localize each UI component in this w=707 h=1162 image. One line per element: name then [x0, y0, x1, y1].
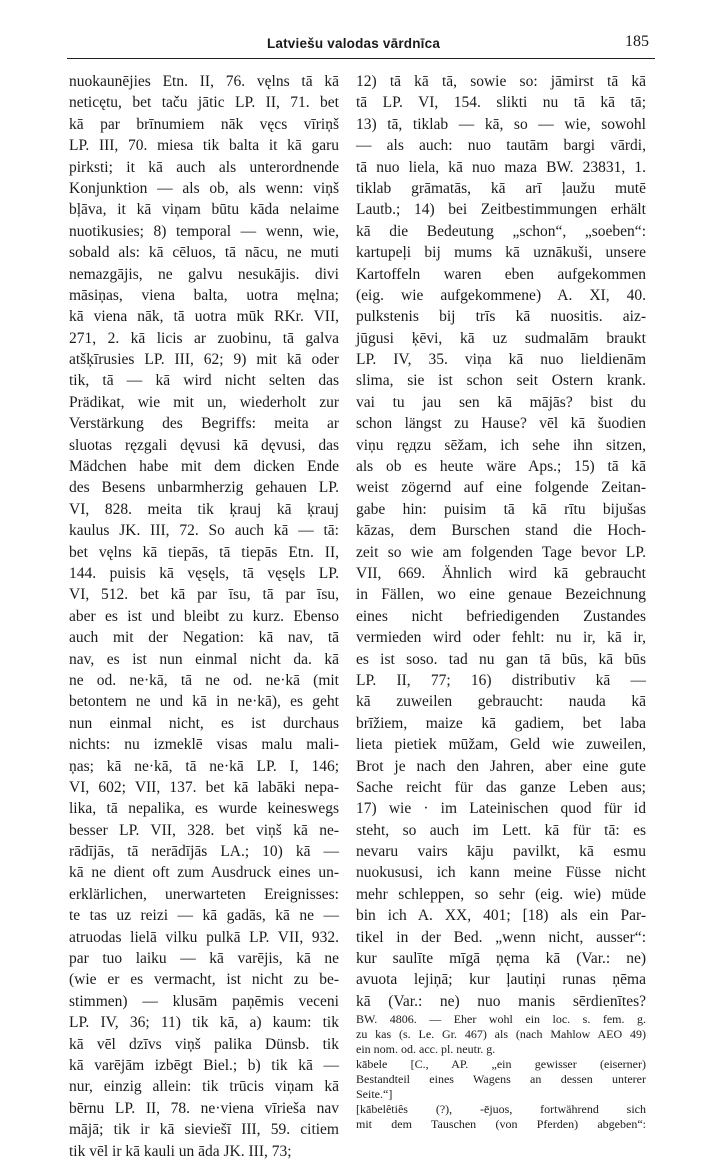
right-column-line: vai tu jau sen kā mājās? bist du	[356, 393, 646, 411]
right-column-line: als ob es heute wäre Aps.; 15) tā kā	[356, 458, 646, 476]
left-column-line: māsiņas, viena balta, uotra męlna;	[69, 286, 339, 304]
right-column-line: in Fällen, wo eine genaue Bezeichnung	[356, 586, 646, 604]
right-column-line: 13) tā, tiklab — kā, so — wie, sowohl	[356, 115, 646, 133]
left-column-line: te tas uz reizi — kā gadās, kā ne —	[69, 907, 339, 925]
right-column-line: schon längst zu Hause? vēl kā šuodien	[356, 415, 646, 433]
right-column-line: nuokususi, ich kann meine Füsse nicht	[356, 864, 646, 882]
left-column-line: (wie er es vermacht, ist nicht zu be-	[69, 971, 339, 989]
left-column-line: kā par brīnumiem nāk vęcs vīriņš	[69, 115, 339, 133]
right-column-line: brīžiem, maize kā gadiem, bet laba	[356, 714, 646, 732]
left-column-line: bērnu LP. II, 78. ne·viena vīrieša nav	[69, 1099, 339, 1117]
left-column-line: nemazgājis, ne galvu nesukājis. divi	[69, 265, 339, 283]
right-column-line: tā nuo liela, kā nuo maza BW. 23831, 1.	[356, 158, 646, 176]
right-column-line: jūgusi ķēvi, kā uz sudmalām braukt	[356, 329, 646, 347]
right-column-line: kur saulīte mīgā ņęma kā (Var.: ne)	[356, 950, 646, 968]
left-column-line: kā vēl dzīvs viņš palika Dünsb. tik	[69, 1035, 339, 1053]
right-column-line: zeit so wie am folgenden Tage bevor LP.	[356, 543, 646, 561]
left-column-line: VI, 512. bet kā par īsu, tā par īsu,	[69, 586, 339, 604]
left-column-line: auch mit der Negation: kā nav, tā	[69, 629, 339, 647]
left-column-line: VI, 602; VII, 137. bet kā labāki nepa-	[69, 778, 339, 796]
left-column-line: mājā; tik ir kā sieviešī III, 59. citiem	[69, 1121, 339, 1139]
right-column-line: (eig. wie aufgekommene) A. XI, 40.	[356, 286, 646, 304]
right-text-column	[356, 71, 646, 1132]
left-column-line: tik, tā — kā wird nicht selten das	[69, 372, 339, 390]
left-column-line: betontem ne und kā in ne·kā), es geht	[69, 693, 339, 711]
left-column-line: neticętu, bet taču jātic LP. II, 71. bet	[69, 94, 339, 112]
right-column-line: bin ich A. XX, 401; [18) als ein Par-	[356, 907, 646, 925]
right-column-line: es ist soso. tad nu gan tā būs, kā būs	[356, 650, 646, 668]
left-column-line: kaulus JK. III, 72. So auch kā — tā:	[69, 522, 339, 540]
right-column-line: tiklab grāmatās, kā arī ļaužu mutē	[356, 179, 646, 197]
left-column-line: 271, 2. kā licis ar zuobinu, tā galva	[69, 329, 339, 347]
right-column-line: mehr schleppen, so sehr (eig. wie) müde	[356, 885, 646, 903]
right-column-line: BW. 4806. — Eher wohl ein loc. s. fem. g.	[356, 1012, 646, 1027]
right-column-line: kā (Var.: ne) nuo manis sērdienītes?	[356, 992, 646, 1010]
left-column-line: atšķīrusies LP. III, 62; 9) mit kā oder	[69, 351, 339, 369]
left-column-line: ņas; kā ne·kā, tā ne·kā LP. I, 146;	[69, 757, 339, 775]
left-column-line: nuotikusies; 8) temporal — wenn, wie,	[69, 222, 339, 240]
left-column-line: erklärlichen, unerwarteten Ereignisses:	[69, 885, 339, 903]
right-column-line: kāzas, dem Burschen stand die Hoch-	[356, 522, 646, 540]
right-column-line: nevaru vairs kāju pavilkt, kā esmu	[356, 843, 646, 861]
right-column-line: VII, 669. Ähnlich wird kā gebraucht	[356, 564, 646, 582]
left-column-line: atruodas lielā vilku pulkā LP. VII, 932.	[69, 928, 339, 946]
right-column-line: 17) wie · im Lateinischen quod für id	[356, 800, 646, 818]
left-column-line: nav, es ist nun einmal nicht da. kā	[69, 650, 339, 668]
left-column-line: Prädikat, wie mit un, wiederholt zur	[69, 393, 339, 411]
left-column-line: lika, tā nepalika, es wurde keineswegs	[69, 800, 339, 818]
right-column-line: kartupeļi bij mums kā uznākuši, unsere	[356, 244, 646, 262]
left-text-column	[69, 71, 339, 1162]
left-column-line: bet vęlns kā tiepās, tā tiepās Etn. II,	[69, 543, 339, 561]
right-column-line: kābele [C., AP. „ein gewisser (eiserner)	[356, 1057, 646, 1072]
left-column-line: stimmen) — klusām paņēmis veceni	[69, 992, 339, 1010]
right-column-line: Seite.“]	[356, 1087, 393, 1102]
running-header-title: Latviešu valodas vārdnīca	[266, 36, 441, 51]
right-column-line: Kartoffeln waren eben aufgekommen	[356, 265, 646, 283]
right-column-line: viņu ręдzu sēžam, ich sehe ihn sitzen,	[356, 436, 646, 454]
right-column-line: avuota lejiņā; kur ļautiņi runas ņēma	[356, 971, 646, 989]
left-column-line: nun einmal nicht, es ist durchaus	[69, 714, 339, 732]
right-column-line: zu kas (s. Le. Gr. 467) als (nach Mahlow AEO 49)	[356, 1027, 646, 1042]
right-column-line: kā die Bedeutung „schon“, „soeben“:	[356, 222, 646, 240]
left-column-line: Konjunktion — als ob, als wenn: viņš	[69, 179, 339, 197]
left-column-line: bļāva, it kā viņam būtu kāda nelaime	[69, 201, 339, 219]
right-column-line: steht, so auch im Lett. kā für tā: es	[356, 821, 646, 839]
left-column-line: tik vēl ir kā kauli un āda JK. III, 73;	[69, 1142, 292, 1160]
left-column-line: besser LP. VII, 328. bet viņš kā ne-	[69, 821, 339, 839]
left-column-line: kā varējām izbēgt Biel.; b) tik kā —	[69, 1056, 339, 1074]
right-column-line: Sache reicht für das ganze Leben aus;	[356, 778, 646, 796]
right-column-line: eines nicht befriedigenden Zustandes	[356, 607, 646, 625]
right-column-line: mit dem Tauschen (von Pferden) abgeben“:	[356, 1117, 646, 1132]
left-column-line: VI, 828. meita tik ķrauj kā ķrauj	[69, 500, 339, 518]
left-column-line: sobald als: kā cēluos, tā nācu, ne muti	[69, 244, 339, 262]
page-number: 185	[625, 33, 649, 50]
left-column-line: LP. III, 70. miesa tik balta it kā garu	[69, 137, 339, 155]
right-column-line: Lautb.; 14) bei Zeitbestimmungen erhält	[356, 201, 646, 219]
left-column-line: sluotas ręzgali dęvusi kā dęvusi, das	[69, 436, 339, 454]
right-column-line: Bestandteil eines Wagens an dessen unterer	[356, 1072, 646, 1087]
right-column-line: — als auch: nuo tautām bargi vārdi,	[356, 137, 646, 155]
right-column-line: [kābelêtiês (?), -ējuos, fortwährend sich	[356, 1102, 646, 1117]
right-column-line: slima, sie ist schon seit Ostern krank.	[356, 372, 646, 390]
left-column-line: nichts: nu izmeklē visas malu mali-	[69, 736, 339, 754]
left-column-line: Mädchen habe mit dem dicken Ende	[69, 458, 339, 476]
left-column-line: 144. puisis kā vęsęls, tā vęsęls LP.	[69, 564, 339, 582]
right-column-line: kā zuweilen gebraucht: nauda kā	[356, 693, 646, 711]
header-rule	[67, 58, 655, 59]
left-column-line: ne od. ne·kā, tā ne od. ne·kā (mit	[69, 671, 339, 689]
right-column-line: LP. IV, 35. viņa kā nuo lieldienām	[356, 351, 646, 369]
left-column-line: par tuo laiku — kā varējis, kā ne	[69, 950, 339, 968]
left-column-line: pirksti; it kā auch als unterordnende	[69, 158, 339, 176]
right-column-line: weist zögernd auf eine folgende Zeitan-	[356, 479, 646, 497]
right-column-line: gabe hin: puisim tā kā rītu bijušas	[356, 500, 646, 518]
left-column-line: kā ne dient oft zum Ausdruck eines un-	[69, 864, 339, 882]
left-column-line: nur, einzig allein: tik trūcis viņam kā	[69, 1078, 339, 1096]
right-column-line: lieta pietiek mūžam, Geld wie zuweilen,	[356, 736, 646, 754]
right-column-line: LP. II, 77; 16) distributiv kā —	[356, 671, 646, 689]
left-column-line: rādījās, tā nerādījās LA.; 10) kā —	[69, 843, 339, 861]
left-column-line: kā viena nāk, tā uotra mūk RKr. VII,	[69, 308, 339, 326]
right-column-line: 12) tā kā tā, sowie so: jāmirst tā kā	[356, 73, 646, 90]
right-column-line: tā LP. VI, 154. slikti nu tā kā tā;	[356, 94, 646, 112]
right-column-line: Brot je nach den Jahren, aber eine gute	[356, 757, 646, 775]
left-column-line: aber es ist und bleibt zu kurz. Ebenso	[69, 607, 339, 625]
right-column-line: tikel in der Bed. „wenn nicht, ausser“:	[356, 928, 646, 946]
right-column-line: vermieden wird oder fehlt: nu ir, kā ir,	[356, 629, 646, 647]
left-column-line: des Besens unbarmherzig gehauen LP.	[69, 479, 339, 497]
right-column-line: pulkstenis bij trīs kā nuositis. aiz-	[356, 308, 646, 326]
left-column-line: Verstärkung des Begriffs: meita ar	[69, 415, 339, 433]
left-column-line: nuokaunējies Etn. II, 76. vęlns tā kā	[69, 73, 339, 90]
left-column-line: LP. IV, 36; 11) tik kā, a) kaum: tik	[69, 1014, 339, 1032]
right-column-line: ein nom. od. acc. pl. neutr. g.	[356, 1042, 496, 1057]
